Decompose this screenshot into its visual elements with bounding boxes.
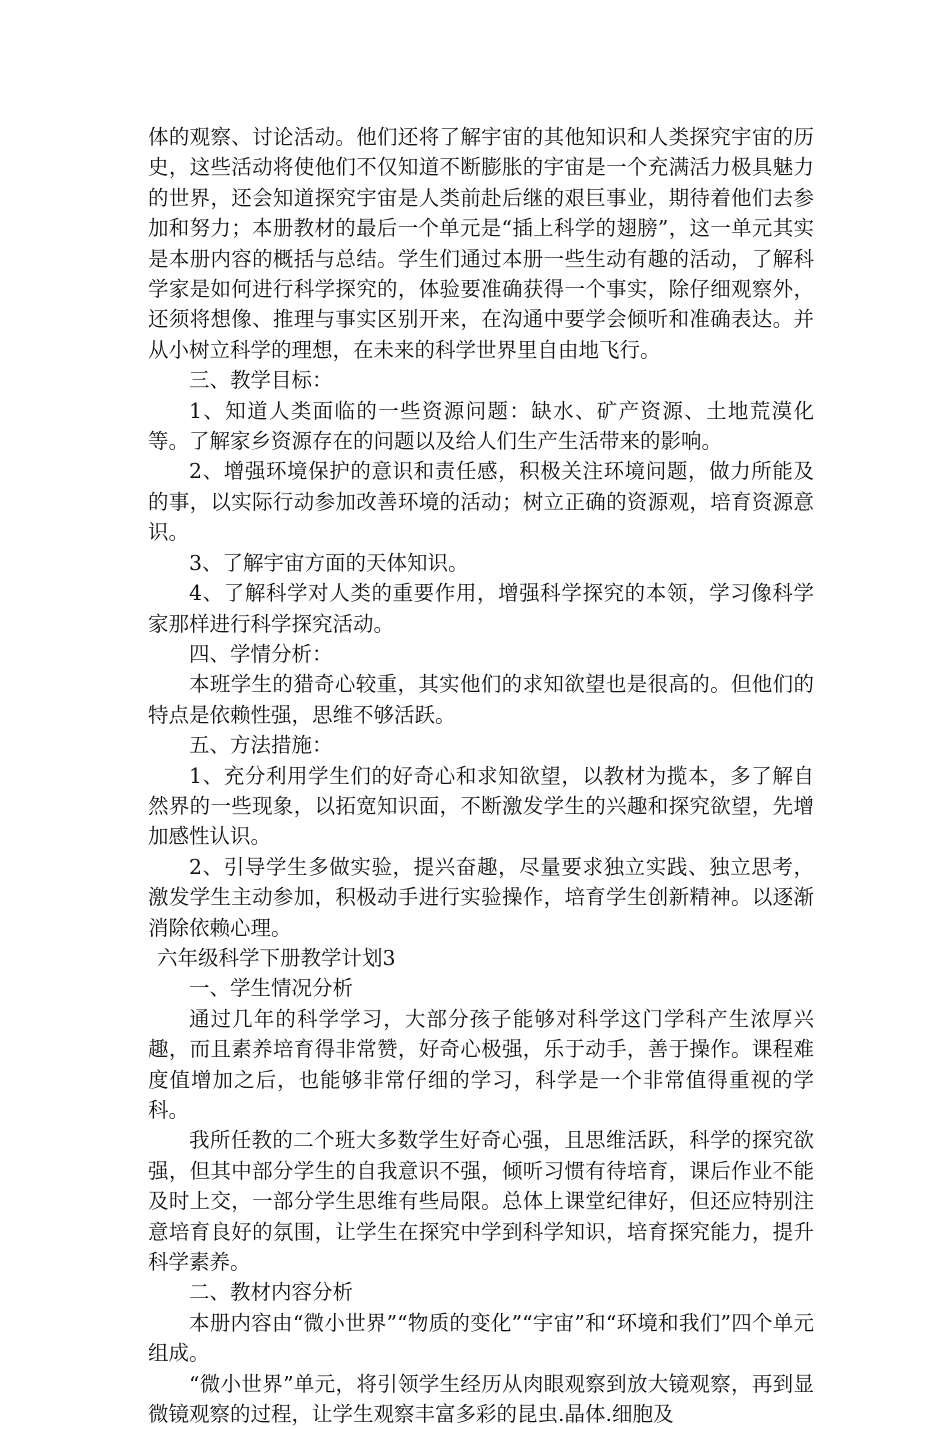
heading-textbook-analysis: 二、教材内容分析 [189, 1280, 353, 1305]
paragraph-student-analysis: 本班学生的猎奇心较重，其实他们的求知欲望也是很高的。但他们的特点是依赖性强，思维不够活跃。 [148, 672, 814, 727]
paragraph-student-situation-1: 通过几年的科学学习，大部分孩子能够对科学这门学科产生浓厚兴趣，而且素养培育得非常赞，好奇心极强，乐于动手，善于操作。课程难度值增加之后，也能够非常仔细的学习，科学是一个非常值得重视的学科。 [148, 1006, 814, 1122]
paragraph-micro-world: “微小世界”单元，将引领学生经历从肉眼观察到放大镜观察，再到显微镜观察的过程，让学生观察丰富多彩的昆虫.晶体.细胞及 [148, 1371, 814, 1427]
method-item-1: 1、充分利用学生们的好奇心和求知欲望，以教材为揽本，多了解自然界的一些现象，以拓宽知识面，不断激发学生的兴趣和探究欲望，先增加感性认识。 [148, 763, 814, 849]
goal-item-4: 4、了解科学对人类的重要作用，增强科学探究的本领，学习像科学家那样进行科学探究活动。 [148, 581, 814, 636]
heading-teaching-goals: 三、教学目标： [189, 368, 333, 393]
paragraph-textbook-units: 本册内容由“微小世界”“物质的变化”“宇宙”和“环境和我们”四个单元组成。 [148, 1310, 814, 1366]
document-page [148, 122, 814, 1429]
heading-student-situation: 一、学生情况分析 [189, 976, 353, 1001]
paragraph-student-situation-2: 我所任教的二个班大多数学生好奇心强，且思维活跃，科学的探究欲强，但其中部分学生的自我意识不强，倾听习惯有待培育，课后作业不能及时上交，一部分学生思维有些局限。总体上课堂纪律好，但还应特别注意培育良好的氛围，让学生在探究中学到科学知识，培育探究能力，提升科学素养。 [148, 1128, 814, 1275]
goal-item-3: 3、了解宇宙方面的天体知识。 [189, 550, 469, 575]
method-item-2: 2、引导学生多做实验，提兴奋趣，尽量要求独立实践、独立思考，激发学生主动参加，积极动手进行实验操作，培育学生创新精神。以逐渐消除依赖心理。 [148, 854, 814, 940]
goal-item-2: 2、增强环境保护的意识和责任感，积极关注环境问题，做力所能及的事，以实际行动参加改善环境的活动；树立正确的资源观，培育资源意识。 [148, 459, 814, 545]
goal-item-1: 1、知道人类面临的一些资源问题：缺水、矿产资源、土地荒漠化等。了解家乡资源存在的问题以及给人们生产生活带来的影响。 [148, 398, 814, 454]
paragraph-universe-activities: 体的观察、讨论活动。他们还将了解宇宙的其他知识和人类探究宇宙的历史，这些活动将使他们不仅知道不断膨胀的宇宙是一个充满活力极具魅力的世界，还会知道探究宇宙是人类前赴后继的艰巨事业，期待着他们去参加和努力；本册教材的最后一个单元是“插上科学的翅膀”，这一单元其实是本册内容的概括与总结。学生们通过本册一些生动有趣的活动，了解科学家是如何进行科学探究的，体验要准确获得一个事实，除仔细观察外，还须将想像、推理与事实区别开来，在沟通中要学会倾听和准确表达。并从小树立科学的理想，在未来的科学世界里自由地飞行。 [148, 125, 814, 362]
heading-student-analysis: 四、学情分析： [189, 641, 333, 666]
heading-methods: 五、方法措施： [189, 733, 333, 758]
section-title-plan-3: 六年级科学下册教学计划3 [157, 945, 396, 970]
